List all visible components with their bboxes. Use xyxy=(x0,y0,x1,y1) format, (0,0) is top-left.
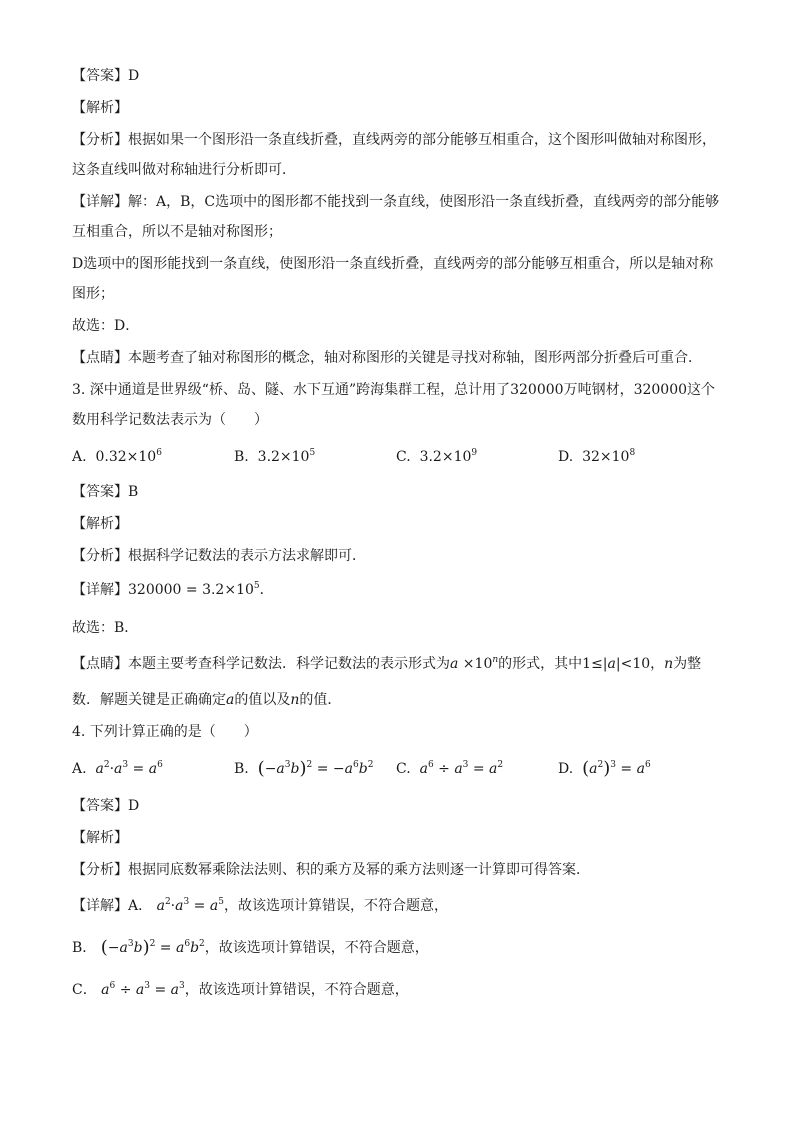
analysis-text-4: 【分析】根据同底数幂乘除法法则、积的乘方及幂的乘方法则逐一计算即可得答案． xyxy=(72,862,590,878)
detail-text-3: 【详解】$320000 = 3.2\times 10^5$． xyxy=(72,581,274,598)
question-3-text: 3. 深中通道是世界级“桥、岛、隧、水下互通”跨海集群工程，总计用了320000万吨钢材，320000这个 xyxy=(72,382,716,398)
detail-text-d-cont: 图形； xyxy=(72,286,114,302)
answer-label-3: 【答案】B xyxy=(72,484,139,500)
detail-text-d: D选项中的图形能找到一条直线，使图形沿一条直线折叠，直线两旁的部分能够互相重合，所以是轴对称 xyxy=(72,256,714,272)
detail-text-4b: B． $(-a^3b)^2 = a^6b^2$，故该选项计算错误，不符合题意， xyxy=(72,937,429,958)
option-d: D. $32\times 10^8$ xyxy=(558,448,636,465)
option-a: A. $0.32\times 10^6$ xyxy=(72,448,162,465)
analysis-label-4: 【解析】 xyxy=(72,830,128,846)
question-4-text: 4. 下列计算正确的是（ ） xyxy=(72,724,258,740)
analysis-text-3: 【分析】根据科学记数法的表示方法求解即可． xyxy=(72,548,366,564)
option-a: A. $a^2\cdot a^3 = a^6$ xyxy=(72,760,163,777)
summary-text: 【点睛】本题考查了轴对称图形的概念，轴对称图形的关键是寻找对称轴，图形两部分折叠后可重合． xyxy=(72,350,702,366)
option-c: C. $3.2\times 10^9$ xyxy=(396,448,478,465)
option-d: D. $(a^2)^3 = a^6$ xyxy=(558,758,651,779)
detail-text: 【详解】解：A，B，C选项中的图形都不能找到一条直线，使图形沿一条直线折叠，直线两旁的部分能够 xyxy=(72,194,720,210)
analysis-label: 【解析】 xyxy=(72,100,128,116)
choice-line-3: 故选：B． xyxy=(72,620,139,636)
choice-line: 故选：D． xyxy=(72,318,140,334)
analysis-label-3: 【解析】 xyxy=(72,516,128,532)
option-c: C. $a^6 \div a^3 = a^2$ xyxy=(396,760,504,777)
detail-text-4a: 【详解】A． $a^2\cdot a^3 = a^5$，故该选项计算错误，不符合题意， xyxy=(72,897,448,914)
analysis-text-cont: 这条直线叫做对称轴进行分析即可． xyxy=(72,162,296,178)
option-b: B. $3.2\times 10^5$ xyxy=(234,448,316,465)
answer-label-4: 【答案】D xyxy=(72,798,140,814)
detail-text-4c: C． $a^6 \div a^3 = a^3$，故该选项计算错误，不符合题意， xyxy=(72,981,409,998)
question-4-options xyxy=(72,758,722,780)
answer-label: 【答案】D xyxy=(72,68,140,84)
question-3-text-cont: 数用科学记数法表示为（ ） xyxy=(72,412,268,428)
summary-text-3-cont: 数．解题关键是正确确定a的值以及n的值． xyxy=(72,692,342,708)
detail-text-cont: 互相重合，所以不是轴对称图形； xyxy=(72,224,282,240)
option-b: B. $(-a^3b)^2 = -a^6b^2$ xyxy=(234,758,374,779)
summary-text-3: 【点睛】本题主要考查科学记数法．科学记数法的表示形式为$a \times 10^n$的形式，其中1≤|a|<10，n为整 xyxy=(72,655,702,672)
analysis-text: 【分析】根据如果一个图形沿一条直线折叠，直线两旁的部分能够互相重合，这个图形叫做轴对称图形， xyxy=(72,132,716,148)
question-3-options xyxy=(72,446,722,468)
